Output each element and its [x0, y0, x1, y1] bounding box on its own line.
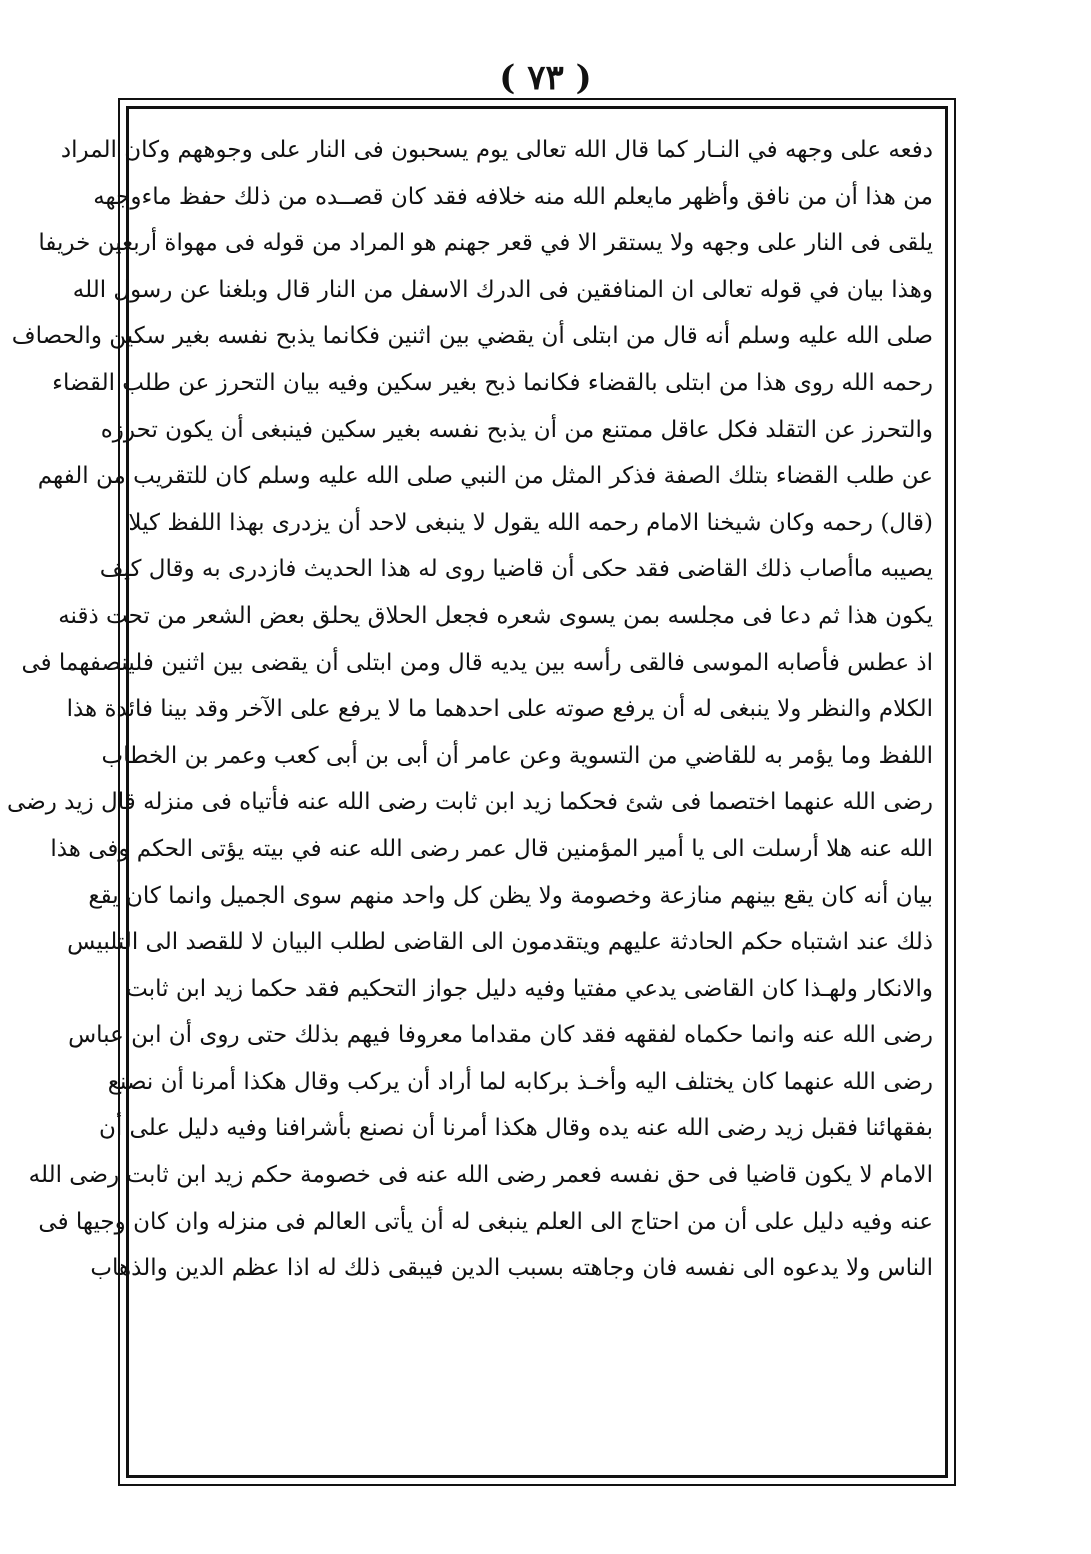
text-line: عن طلب القضاء بتلك الصفة فذكر المثل من النبي صلى الله عليه وسلم كان للتقريب من الفهم	[37, 463, 933, 490]
text-line: رضى الله عنهما كان يختلف اليه وأخـذ بركابه لما أراد أن يركب وقال هكذا أمرنا أن نصنع	[107, 1068, 933, 1095]
text-line: ذلك عند اشتباه حكم الحادثة عليهم ويتقدمون الى القاضى لطلب البيان لا للقصد الى التلبيس	[67, 929, 933, 956]
text-line	[141, 1385, 933, 1432]
text-line: يصيبه ماأصاب ذلك القاضى فقد حكى أن قاضيا روى له هذا الحديث فازدرى به وقال كيف	[99, 556, 933, 583]
text-line	[141, 1432, 933, 1479]
text-line: (قال) رحمه وكان شيخنا الامام رحمه الله يقول لا ينبغى لاحد أن يزدرى بهذا اللفظ كيلا	[128, 509, 933, 536]
page-number: ( ٧٣ )	[499, 58, 592, 98]
text-line	[141, 1338, 933, 1385]
page-border	[7, 98, 956, 1486]
text-line: يلقى فى النار على وجهه ولا يستقر الا في قعر جهنم هو المراد من قوله فى مهواة أربعين خريفا	[38, 230, 933, 257]
text-line: والتحرز عن التقلد فكل عاقل ممتنع من أن يذبح نفسه بغير سكين فينبغى أن يكون تحرزه	[100, 416, 933, 443]
text-line: دفعه على وجهه في النـار كما قال الله تعالى يوم يسحبون فى النار على وجوههم وكان المراد	[60, 137, 933, 163]
text-line: رضى الله عنهما اختصما فى شئ فحكما زيد ابن ثابت رضى الله عنه فأتياه فى منزله قال زيد رضى	[7, 789, 933, 816]
text-line: اذ عطس فأصابه الموسى فالقى رأسه بين يديه قال ومن ابتلى أن يقضى بين اثنين فلينصفهما فى	[21, 649, 933, 676]
text-body	[7, 127, 933, 1478]
text-line: رضى الله عنه وانما حكماه لفقهه فقد كان مقداما معروفا فيهم بذلك حتى روى أن ابن عباس	[68, 1022, 933, 1049]
text-line: يكون هذا ثم دعا فى مجلسه بمن يسوى شعره فجعل الحلاق يحلق بعض الشعر من تحت ذقنه	[58, 602, 933, 629]
text-line: والانكار ولهـذا كان القاضى يدعي مفتيا وفيه دليل جواز التحكيم فقد حكما زيد ابن ثابت	[126, 975, 933, 1002]
text-line: رحمه الله روى هذا من ابتلى بالقضاء فكانما ذبح بغير سكين وفيه بيان التحرز عن طلب القضاء	[52, 369, 933, 396]
text-line: الله عنه هلا أرسلت الى يا أمير المؤمنين قال عمر رضى الله عنه في بيته يؤتى الحكم وفى هذا	[50, 835, 933, 862]
text-line: اللفظ وما يؤمر به للقاضي من التسوية وعن عامر أن أبى بن أبى كعب وعمر بن الخطاب	[101, 742, 933, 769]
text-line: عنه وفيه دليل على أن من احتاج الى العلم ينبغى له أن يأتى العالم فى منزله وان كان وجيها فى	[38, 1208, 933, 1235]
text-line: الناس ولا يدعوه الى نفسه فان وجاهته بسبب الدين فيبقى ذلك له اذا عظم الدين والذهاب	[90, 1255, 933, 1282]
text-line	[141, 1292, 933, 1339]
text-line: الامام لا يكون قاضيا فى حق نفسه فعمر رضى الله عنه فى خصومة حكم زيد ابن ثابت رضى الله	[28, 1162, 933, 1189]
text-line: وهذا بيان في قوله تعالى ان المنافقين فى الدرك الاسفل من النار قال وبلغنا عن رسول الله	[72, 276, 933, 303]
text-line: بيان أنه كان يقع بينهم منازعة وخصومة ولا يظن كل واحد منهم سوى الجميل وانما كان يقع	[88, 882, 933, 909]
text-line: صلى الله عليه وسلم أنه قال من ابتلى أن يقضي بين اثنين فكانما يذبح نفسه بغير سكين والحصاف	[11, 323, 933, 350]
text-line: من هذا أن من نافق وأظهر مايعلم الله منه خلافه فقد كان قصــده من ذلك حفظ ماءوجهه	[93, 183, 933, 210]
page-border-inner	[7, 106, 948, 1478]
text-line: الكلام والنظر ولا ينبغى له أن يرفع صوته على احدهما ما لا يرفع على الآخر وقد بينا فائدة هذا	[66, 696, 933, 723]
text-line: بفقهائنا فقبل زيد رضى الله عنه يده وقال هكذا أمرنا أن نصنع بأشرافنا وفيه دليل على أن	[98, 1115, 933, 1142]
